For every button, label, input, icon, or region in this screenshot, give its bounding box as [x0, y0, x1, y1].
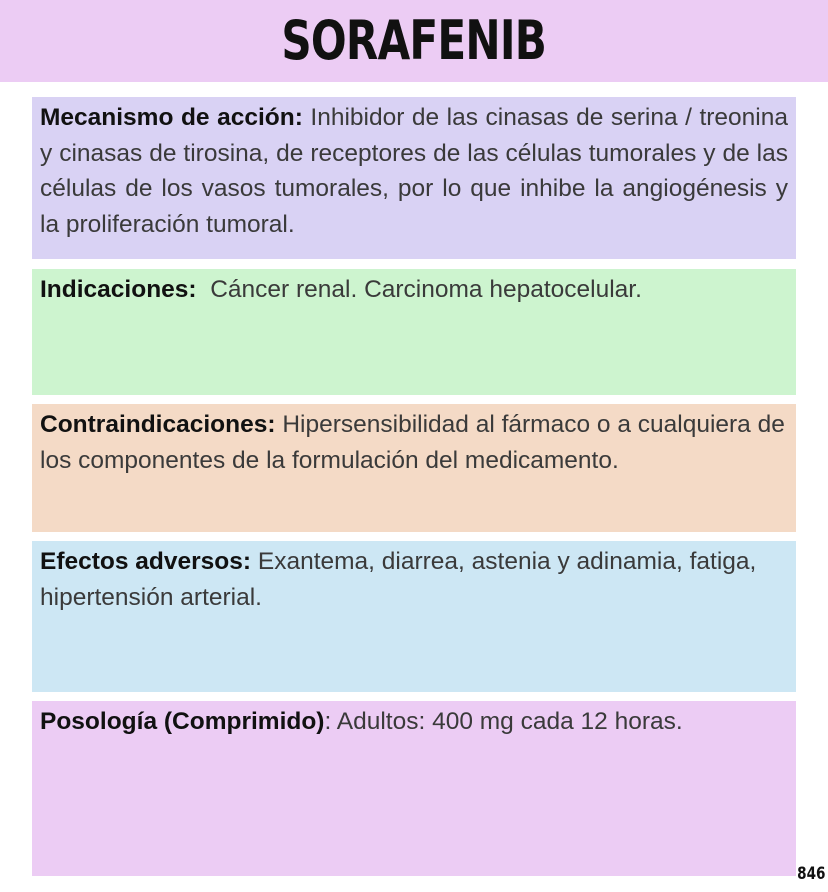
- page-number: 846: [796, 864, 825, 884]
- indications-label: Indicaciones:: [40, 276, 197, 303]
- contraindications-label: Contraindicaciones:: [40, 411, 276, 438]
- mechanism-label: Mecanismo de acción:: [40, 104, 303, 131]
- section-mechanism: [32, 97, 796, 259]
- mechanism-text: Inhibidor de las cinasas de serina / treonina y cinasas de tirosina, de receptores de las células tumorales y de las células de los vasos tumorales, por lo que inhibe la angiogénesis y la proliferación tumoral.: [40, 104, 788, 238]
- drug-title: SORAFENIB: [281, 9, 547, 72]
- section-contraindications: [32, 404, 796, 532]
- adverse-effects-label: Efectos adversos:: [40, 548, 252, 575]
- posology-label: Posología (Comprimido): [40, 708, 325, 735]
- section-indications: [32, 269, 796, 395]
- adverse-effects-text: Exantema, diarrea, astenia y adinamia, fatiga, hipertensión arterial.: [40, 548, 757, 611]
- posology-text: : Adultos: 400 mg cada 12 horas.: [324, 708, 683, 735]
- indications-text: Cáncer renal. Carcinoma hepatocelular.: [196, 276, 642, 303]
- contraindications-text: Hipersensibilidad al fármaco o a cualquiera de los componentes de la formulación del medicamento.: [40, 411, 785, 474]
- title-banner: [0, 0, 828, 82]
- section-adverse-effects: [32, 541, 796, 692]
- section-posology: [32, 701, 796, 876]
